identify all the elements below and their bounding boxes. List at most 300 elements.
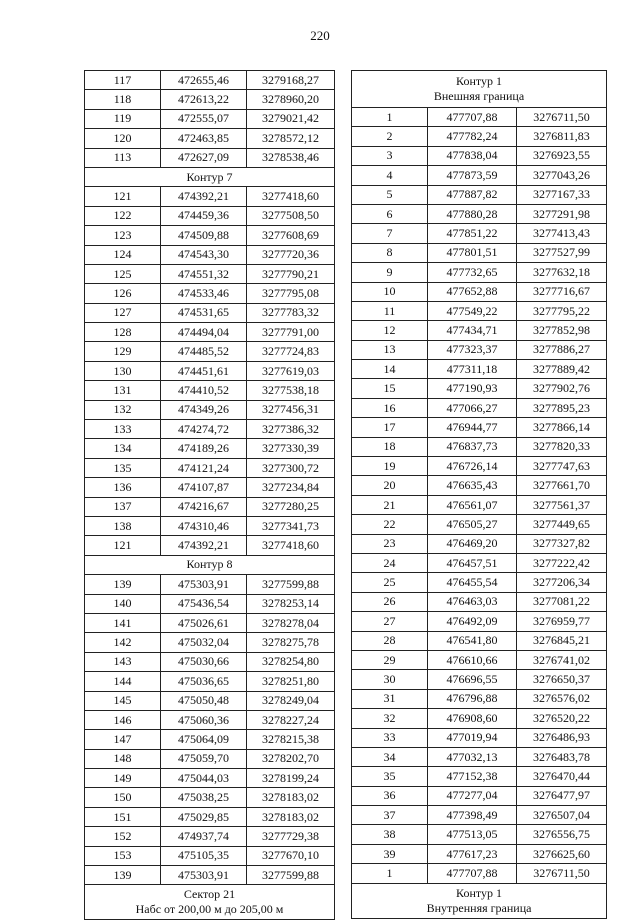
- table-row: [85, 807, 335, 826]
- point-number-cell: 21: [352, 495, 428, 514]
- table-row: [85, 206, 335, 225]
- table-row: [352, 204, 607, 223]
- point-number-cell: 35: [352, 767, 428, 786]
- table-row: [85, 672, 335, 691]
- point-number-cell: 134: [85, 439, 161, 458]
- point-number-cell: 141: [85, 613, 161, 632]
- x-coordinate-cell: 477851,22: [428, 224, 517, 243]
- x-coordinate-cell: 477732,65: [428, 263, 517, 282]
- x-coordinate-cell: 476837,73: [428, 437, 517, 456]
- x-coordinate-cell: 476492,09: [428, 612, 517, 631]
- x-coordinate-cell: 472463,85: [161, 129, 247, 148]
- table-row: [352, 612, 607, 631]
- table-row: [352, 515, 607, 534]
- contour-1-inner-heading-title: Контур 1: [456, 885, 502, 900]
- point-number-cell: 145: [85, 691, 161, 710]
- table-row: [85, 516, 335, 535]
- table-row: [352, 806, 607, 825]
- point-number-cell: 146: [85, 710, 161, 729]
- table-row: [85, 749, 335, 768]
- x-coordinate-cell: 477707,88: [428, 864, 517, 883]
- point-number-cell: 26: [352, 592, 428, 611]
- x-coordinate-cell: 477398,49: [428, 806, 517, 825]
- x-coordinate-cell: 476635,43: [428, 476, 517, 495]
- table-row: [85, 846, 335, 865]
- table-row: [85, 730, 335, 749]
- x-coordinate-cell: 474310,46: [161, 516, 247, 535]
- y-coordinate-cell: 3277280,25: [247, 497, 335, 516]
- point-number-cell: 33: [352, 728, 428, 747]
- y-coordinate-cell: 3277790,21: [247, 264, 335, 283]
- y-coordinate-cell: 3277527,99: [517, 243, 607, 262]
- x-coordinate-cell: 474494,04: [161, 323, 247, 342]
- x-coordinate-cell: 477838,04: [428, 146, 517, 165]
- y-coordinate-cell: 3277795,08: [247, 284, 335, 303]
- y-coordinate-cell: 3277724,83: [247, 342, 335, 361]
- x-coordinate-cell: 477434,71: [428, 321, 517, 340]
- point-number-cell: 3: [352, 146, 428, 165]
- y-coordinate-cell: 3277043,26: [517, 166, 607, 185]
- y-coordinate-cell: 3278183,02: [247, 807, 335, 826]
- y-coordinate-cell: 3277619,03: [247, 361, 335, 380]
- table-row: [352, 127, 607, 146]
- table-row: [352, 495, 607, 514]
- y-coordinate-cell: 3277418,60: [247, 536, 335, 555]
- y-coordinate-cell: 3279168,27: [247, 71, 335, 90]
- table-row: [85, 361, 335, 380]
- table-row: [85, 245, 335, 264]
- x-coordinate-cell: 474216,67: [161, 497, 247, 516]
- point-number-cell: 20: [352, 476, 428, 495]
- table-row: [85, 866, 335, 885]
- x-coordinate-cell: 477190,93: [428, 379, 517, 398]
- x-coordinate-cell: 476505,27: [428, 515, 517, 534]
- x-coordinate-cell: 477887,82: [428, 185, 517, 204]
- point-number-cell: 17: [352, 418, 428, 437]
- point-number-cell: 23: [352, 534, 428, 553]
- point-number-cell: 124: [85, 245, 161, 264]
- x-coordinate-cell: 477782,24: [428, 127, 517, 146]
- point-number-cell: 8: [352, 243, 428, 262]
- y-coordinate-cell: 3277895,23: [517, 398, 607, 417]
- table-row: [85, 769, 335, 788]
- x-coordinate-cell: 472613,22: [161, 90, 247, 109]
- point-number-cell: 138: [85, 516, 161, 535]
- y-coordinate-cell: 3277599,88: [247, 575, 335, 594]
- table-row: [85, 497, 335, 516]
- point-number-cell: 7: [352, 224, 428, 243]
- point-number-cell: 19: [352, 457, 428, 476]
- table-row: [85, 536, 335, 555]
- point-number-cell: 149: [85, 769, 161, 788]
- x-coordinate-cell: 476726,14: [428, 457, 517, 476]
- x-coordinate-cell: 477617,23: [428, 844, 517, 863]
- y-coordinate-cell: 3278183,02: [247, 788, 335, 807]
- table-row: [85, 284, 335, 303]
- y-coordinate-cell: 3276650,37: [517, 670, 607, 689]
- table-row: [85, 323, 335, 342]
- x-coordinate-cell: 475303,91: [161, 575, 247, 594]
- y-coordinate-cell: 3277661,70: [517, 476, 607, 495]
- point-number-cell: 125: [85, 264, 161, 283]
- y-coordinate-cell: 3277508,50: [247, 206, 335, 225]
- point-number-cell: 153: [85, 846, 161, 865]
- point-number-cell: 135: [85, 458, 161, 477]
- table-row: [352, 437, 607, 456]
- y-coordinate-cell: 3277413,43: [517, 224, 607, 243]
- y-coordinate-cell: 3277234,84: [247, 478, 335, 497]
- table-row: [352, 709, 607, 728]
- y-coordinate-cell: 3277386,32: [247, 420, 335, 439]
- y-coordinate-cell: 3276507,04: [517, 806, 607, 825]
- table-row: [85, 400, 335, 419]
- x-coordinate-cell: 477277,04: [428, 786, 517, 805]
- point-number-cell: 136: [85, 478, 161, 497]
- point-number-cell: 130: [85, 361, 161, 380]
- y-coordinate-cell: 3276711,50: [517, 108, 607, 127]
- x-coordinate-cell: 475303,91: [161, 866, 247, 885]
- sector-21-heading-title: Сектор 21: [183, 887, 236, 902]
- point-number-cell: 1: [352, 864, 428, 883]
- x-coordinate-cell: 477801,51: [428, 243, 517, 262]
- y-coordinate-cell: 3277886,27: [517, 340, 607, 359]
- x-coordinate-cell: 474189,26: [161, 439, 247, 458]
- y-coordinate-cell: 3278199,24: [247, 769, 335, 788]
- table-row: [85, 594, 335, 613]
- y-coordinate-cell: 3278960,20: [247, 90, 335, 109]
- y-coordinate-cell: 3278572,12: [247, 129, 335, 148]
- y-coordinate-cell: 3276625,60: [517, 844, 607, 863]
- x-coordinate-cell: 474274,72: [161, 420, 247, 439]
- point-number-cell: 16: [352, 398, 428, 417]
- y-coordinate-cell: 3277670,10: [247, 846, 335, 865]
- table-row: [352, 340, 607, 359]
- x-coordinate-cell: 474485,52: [161, 342, 247, 361]
- y-coordinate-cell: 3277795,22: [517, 301, 607, 320]
- y-coordinate-cell: 3276923,55: [517, 146, 607, 165]
- point-number-cell: 18: [352, 437, 428, 456]
- y-coordinate-cell: 3276556,75: [517, 825, 607, 844]
- x-coordinate-cell: 477707,88: [428, 108, 517, 127]
- table-row: [352, 689, 607, 708]
- y-coordinate-cell: 3276520,22: [517, 709, 607, 728]
- x-coordinate-cell: 474459,36: [161, 206, 247, 225]
- point-number-cell: 137: [85, 497, 161, 516]
- y-coordinate-cell: 3277716,67: [517, 282, 607, 301]
- y-coordinate-cell: 3277081,22: [517, 592, 607, 611]
- point-number-cell: 24: [352, 553, 428, 572]
- table-row: [352, 360, 607, 379]
- x-coordinate-cell: 475436,54: [161, 594, 247, 613]
- x-coordinate-cell: 477513,05: [428, 825, 517, 844]
- table-row: [85, 478, 335, 497]
- table-row: [352, 631, 607, 650]
- point-number-cell: 31: [352, 689, 428, 708]
- x-coordinate-cell: 476561,07: [428, 495, 517, 514]
- y-coordinate-cell: 3277418,60: [247, 187, 335, 206]
- point-number-cell: 113: [85, 148, 161, 167]
- x-coordinate-cell: 474121,24: [161, 458, 247, 477]
- table-row: [85, 788, 335, 807]
- y-coordinate-cell: 3277747,63: [517, 457, 607, 476]
- table-row: [352, 728, 607, 747]
- point-number-cell: 133: [85, 420, 161, 439]
- x-coordinate-cell: 475026,61: [161, 613, 247, 632]
- x-coordinate-cell: 475060,36: [161, 710, 247, 729]
- right-coordinates-table: [351, 70, 607, 919]
- point-number-cell: 39: [352, 844, 428, 863]
- point-number-cell: 12: [352, 321, 428, 340]
- y-coordinate-cell: 3278227,24: [247, 710, 335, 729]
- x-coordinate-cell: 475064,09: [161, 730, 247, 749]
- table-row: [85, 90, 335, 109]
- y-coordinate-cell: 3277330,39: [247, 439, 335, 458]
- y-coordinate-cell: 3276959,77: [517, 612, 607, 631]
- point-number-cell: 14: [352, 360, 428, 379]
- table-row: [352, 786, 607, 805]
- table-row: [85, 575, 335, 594]
- point-number-cell: 22: [352, 515, 428, 534]
- x-coordinate-cell: 474107,87: [161, 478, 247, 497]
- x-coordinate-cell: 475044,03: [161, 769, 247, 788]
- y-coordinate-cell: 3278275,78: [247, 633, 335, 652]
- y-coordinate-cell: 3276811,83: [517, 127, 607, 146]
- y-coordinate-cell: 3277889,42: [517, 360, 607, 379]
- point-number-cell: 127: [85, 303, 161, 322]
- point-number-cell: 148: [85, 749, 161, 768]
- y-coordinate-cell: 3276576,02: [517, 689, 607, 708]
- x-coordinate-cell: 476469,20: [428, 534, 517, 553]
- point-number-cell: 147: [85, 730, 161, 749]
- table-row: [85, 129, 335, 148]
- y-coordinate-cell: 3278254,80: [247, 652, 335, 671]
- table-row: [85, 458, 335, 477]
- table-row: [352, 146, 607, 165]
- x-coordinate-cell: 477032,13: [428, 747, 517, 766]
- table-row: [352, 166, 607, 185]
- table-row: [352, 379, 607, 398]
- contour-7-heading: Контур 7: [85, 167, 335, 186]
- y-coordinate-cell: 3276483,78: [517, 747, 607, 766]
- point-number-cell: 4: [352, 166, 428, 185]
- point-number-cell: 38: [352, 825, 428, 844]
- contour-1-outer-heading-subtitle: Внешняя граница: [433, 89, 525, 103]
- x-coordinate-cell: 477549,22: [428, 301, 517, 320]
- x-coordinate-cell: 477066,27: [428, 398, 517, 417]
- table-row: [85, 439, 335, 458]
- y-coordinate-cell: 3277300,72: [247, 458, 335, 477]
- sector-21-heading-row: [85, 885, 335, 920]
- point-number-cell: 29: [352, 650, 428, 669]
- point-number-cell: 25: [352, 573, 428, 592]
- x-coordinate-cell: 475059,70: [161, 749, 247, 768]
- y-coordinate-cell: 3276845,21: [517, 631, 607, 650]
- table-row: [85, 710, 335, 729]
- y-coordinate-cell: 3277538,18: [247, 381, 335, 400]
- left-coordinates-table: [84, 70, 335, 920]
- point-number-cell: 123: [85, 226, 161, 245]
- table-row: [352, 282, 607, 301]
- x-coordinate-cell: 474451,61: [161, 361, 247, 380]
- y-coordinate-cell: 3277608,69: [247, 226, 335, 245]
- x-coordinate-cell: 474392,21: [161, 536, 247, 555]
- y-coordinate-cell: 3277791,00: [247, 323, 335, 342]
- x-coordinate-cell: 476463,03: [428, 592, 517, 611]
- point-number-cell: 27: [352, 612, 428, 631]
- table-row: [85, 652, 335, 671]
- point-number-cell: 139: [85, 575, 161, 594]
- x-coordinate-cell: 474937,74: [161, 827, 247, 846]
- y-coordinate-cell: 3278202,70: [247, 749, 335, 768]
- x-coordinate-cell: 474509,88: [161, 226, 247, 245]
- y-coordinate-cell: 3278253,14: [247, 594, 335, 613]
- x-coordinate-cell: 475032,04: [161, 633, 247, 652]
- table-row: [85, 303, 335, 322]
- point-number-cell: 36: [352, 786, 428, 805]
- table-row: [352, 398, 607, 417]
- point-number-cell: 37: [352, 806, 428, 825]
- table-row: [352, 825, 607, 844]
- y-coordinate-cell: 3277291,98: [517, 204, 607, 223]
- table-row: [85, 187, 335, 206]
- x-coordinate-cell: 474543,30: [161, 245, 247, 264]
- table-row: [352, 476, 607, 495]
- point-number-cell: 118: [85, 90, 161, 109]
- table-row: [85, 633, 335, 652]
- table-row: [85, 420, 335, 439]
- table-row: [352, 534, 607, 553]
- x-coordinate-cell: 474349,26: [161, 400, 247, 419]
- point-number-cell: 150: [85, 788, 161, 807]
- y-coordinate-cell: 3278251,80: [247, 672, 335, 691]
- point-number-cell: 132: [85, 400, 161, 419]
- point-number-cell: 142: [85, 633, 161, 652]
- table-row: [85, 226, 335, 245]
- point-number-cell: 2: [352, 127, 428, 146]
- y-coordinate-cell: 3276486,93: [517, 728, 607, 747]
- point-number-cell: 11: [352, 301, 428, 320]
- table-row: [352, 321, 607, 340]
- y-coordinate-cell: 3277720,36: [247, 245, 335, 264]
- x-coordinate-cell: 474551,32: [161, 264, 247, 283]
- point-number-cell: 30: [352, 670, 428, 689]
- table-row: [85, 613, 335, 632]
- point-number-cell: 129: [85, 342, 161, 361]
- y-coordinate-cell: 3277222,42: [517, 553, 607, 572]
- point-number-cell: 126: [85, 284, 161, 303]
- y-coordinate-cell: 3277449,65: [517, 515, 607, 534]
- point-number-cell: 139: [85, 866, 161, 885]
- x-coordinate-cell: 476457,51: [428, 553, 517, 572]
- y-coordinate-cell: 3277599,88: [247, 866, 335, 885]
- x-coordinate-cell: 475036,65: [161, 672, 247, 691]
- table-row: [85, 381, 335, 400]
- point-number-cell: 120: [85, 129, 161, 148]
- point-number-cell: 144: [85, 672, 161, 691]
- y-coordinate-cell: 3277456,31: [247, 400, 335, 419]
- x-coordinate-cell: 476455,54: [428, 573, 517, 592]
- table-row: [352, 243, 607, 262]
- point-number-cell: 128: [85, 323, 161, 342]
- sector-21-heading-subtitle: Набс от 200,00 м до 205,00 м: [135, 902, 284, 917]
- y-coordinate-cell: 3277341,73: [247, 516, 335, 535]
- y-coordinate-cell: 3277327,82: [517, 534, 607, 553]
- y-coordinate-cell: 3277866,14: [517, 418, 607, 437]
- x-coordinate-cell: 477873,59: [428, 166, 517, 185]
- table-row: [85, 827, 335, 846]
- contour-8-heading-row: [85, 555, 335, 574]
- point-number-cell: 13: [352, 340, 428, 359]
- x-coordinate-cell: 476610,66: [428, 650, 517, 669]
- x-coordinate-cell: 477880,28: [428, 204, 517, 223]
- x-coordinate-cell: 477019,94: [428, 728, 517, 747]
- y-coordinate-cell: 3278249,04: [247, 691, 335, 710]
- point-number-cell: 152: [85, 827, 161, 846]
- point-number-cell: 140: [85, 594, 161, 613]
- x-coordinate-cell: 474531,65: [161, 303, 247, 322]
- contour-1-outer-heading: [352, 71, 607, 108]
- table-row: [352, 864, 607, 883]
- x-coordinate-cell: 472555,07: [161, 109, 247, 128]
- contour-7-heading-row: [85, 167, 335, 186]
- x-coordinate-cell: 475050,48: [161, 691, 247, 710]
- y-coordinate-cell: 3277729,38: [247, 827, 335, 846]
- x-coordinate-cell: 477323,37: [428, 340, 517, 359]
- y-coordinate-cell: 3278538,46: [247, 148, 335, 167]
- point-number-cell: 119: [85, 109, 161, 128]
- table-row: [352, 592, 607, 611]
- y-coordinate-cell: 3276741,02: [517, 650, 607, 669]
- x-coordinate-cell: 475030,66: [161, 652, 247, 671]
- contour-1-inner-heading-row: [352, 883, 607, 918]
- y-coordinate-cell: 3276477,97: [517, 786, 607, 805]
- point-number-cell: 117: [85, 71, 161, 90]
- table-row: [85, 691, 335, 710]
- point-number-cell: 15: [352, 379, 428, 398]
- table-row: [352, 418, 607, 437]
- y-coordinate-cell: 3277902,76: [517, 379, 607, 398]
- y-coordinate-cell: 3276470,44: [517, 767, 607, 786]
- x-coordinate-cell: 475038,25: [161, 788, 247, 807]
- x-coordinate-cell: 476944,77: [428, 418, 517, 437]
- y-coordinate-cell: 3277561,37: [517, 495, 607, 514]
- contour-1-inner-heading: [352, 883, 607, 918]
- contour-8-heading: Контур 8: [85, 555, 335, 574]
- sector-21-heading: [85, 885, 335, 920]
- y-coordinate-cell: 3278215,38: [247, 730, 335, 749]
- table-row: [85, 264, 335, 283]
- table-row: [352, 224, 607, 243]
- table-row: [352, 747, 607, 766]
- point-number-cell: 34: [352, 747, 428, 766]
- table-row: [352, 767, 607, 786]
- table-row: [352, 650, 607, 669]
- y-coordinate-cell: 3277783,32: [247, 303, 335, 322]
- point-number-cell: 121: [85, 536, 161, 555]
- y-coordinate-cell: 3277206,34: [517, 573, 607, 592]
- x-coordinate-cell: 474533,46: [161, 284, 247, 303]
- point-number-cell: 122: [85, 206, 161, 225]
- table-row: [352, 108, 607, 127]
- x-coordinate-cell: 476541,80: [428, 631, 517, 650]
- table-row: [352, 263, 607, 282]
- table-row: [85, 71, 335, 90]
- point-number-cell: 32: [352, 709, 428, 728]
- x-coordinate-cell: 472655,46: [161, 71, 247, 90]
- y-coordinate-cell: 3276711,50: [517, 864, 607, 883]
- x-coordinate-cell: 476908,60: [428, 709, 517, 728]
- y-coordinate-cell: 3277167,33: [517, 185, 607, 204]
